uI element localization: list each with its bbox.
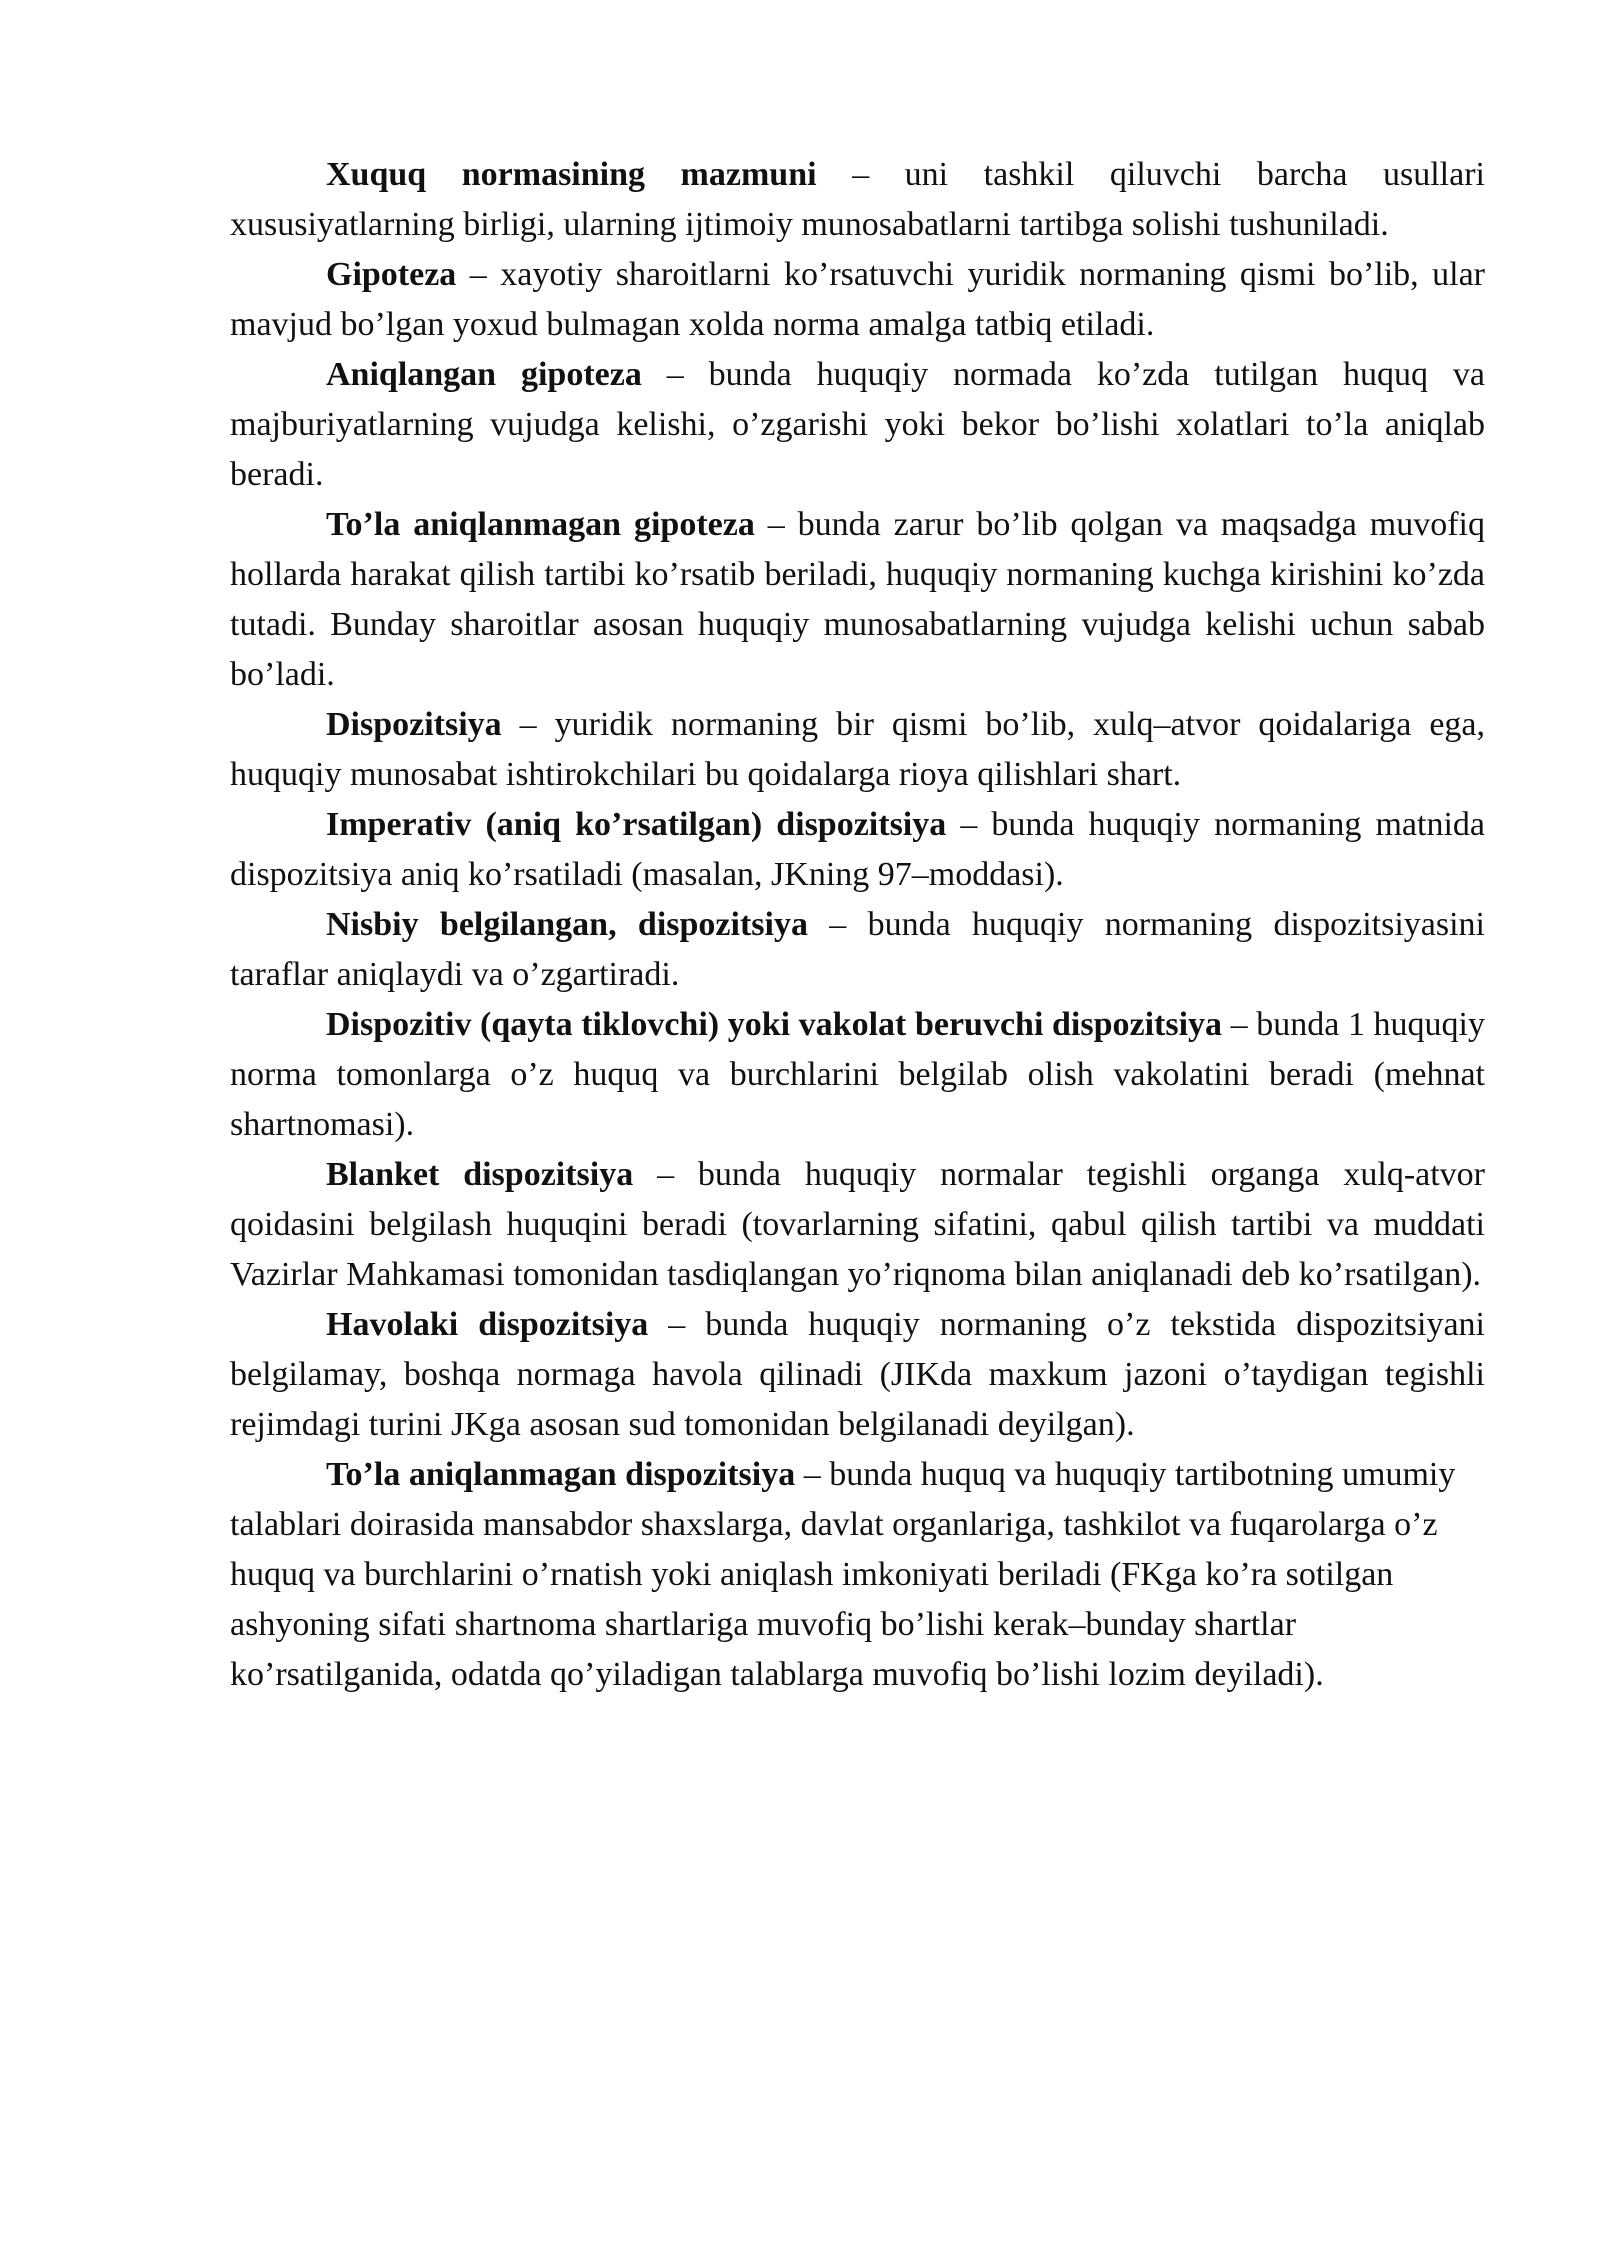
term-aniqlangan-gipoteza: Aniqlangan gipoteza — [326, 356, 642, 393]
definition-xuquq-normasining-mazmuni: – uni tashkil qiluvchi barcha usullari xususiyatlarning birligi, ularning ijtimoiy munosabatlarni tartibga solishi tushuniladi. — [230, 156, 1485, 243]
definition-nisbiy-belgilangan-dispozitsiya: – bunda huquqiy normaning dispozitsiyasini taraflar aniqlaydi va o’zgartiradi. — [230, 906, 1486, 993]
paragraph-blanket-dispozitsiya — [230, 1150, 1485, 1300]
term-blanket-dispozitsiya: Blanket dispozitsiya — [326, 1156, 634, 1193]
paragraph-tola-aniqlanmagan-dispozitsiya — [230, 1450, 1485, 1700]
definition-tola-aniqlanmagan-dispozitsiya: – bunda huquq va huquqiy tartibotning umumiy talablari doirasida mansabdor shaxslarga, davlat organlariga, tashkilot va fuqarolarga o’z huquq va burchlarini o’rnatish yoki aniqlash imkoniyati beriladi (FKga ko’ra sotilgan ashyoning sifati shartnoma shartlariga muvofiq bo’lishi kerak–bunday shartlar ko’rsatilganida, odatda qo’yiladigan talablarga muvofiq bo’lishi lozim deyiladi). — [230, 1456, 1456, 1693]
term-imperativ-dispozitsiya: Imperativ (aniq ko’rsatilgan) dispozitsiya — [326, 806, 947, 843]
term-dispozitsiya: Dispozitsiya — [326, 706, 502, 743]
definition-gipoteza: – xayotiy sharoitlarni ko’rsatuvchi yuridik normaning qismi bo’lib, ular mavjud bo’lgan yoxud bulmagan xolda norma amalga tatbiq etiladi. — [230, 256, 1485, 343]
definition-dispozitsiya: – yuridik normaning bir qismi bo’lib, xulq–atvor qoidalariga ega, huquqiy munosabat ishtirokchilari bu qoidalarga rioya qilishlari shart. — [230, 706, 1485, 793]
definition-aniqlangan-gipoteza: – bunda huquqiy normada ko’zda tutilgan huquq va majburiyatlarning vujudga kelishi, o’zgarishi yoki bekor bo’lishi xolatlari to’la aniqlab beradi. — [230, 356, 1485, 493]
term-tola-aniqlanmagan-dispozitsiya: To’la aniqlanmagan dispozitsiya — [326, 1456, 796, 1493]
paragraph-xuquq-normasining-mazmuni — [230, 150, 1485, 250]
definition-blanket-dispozitsiya: – bunda huquqiy normalar tegishli organga xulq-atvor qoidasini belgilash huquqini beradi (tovarlarning sifatini, qabul qilish tartibi va muddati Vazirlar Mahkamasi tomonidan tasdiqlangan yo’riqnoma bilan aniqlanadi deb ko’rsatilgan). — [230, 1156, 1485, 1293]
term-gipoteza: Gipoteza — [326, 256, 457, 293]
paragraph-tola-aniqlanmagan-gipoteza — [230, 500, 1485, 700]
paragraph-aniqlangan-gipoteza — [230, 350, 1485, 500]
definition-imperativ-dispozitsiya: – bunda huquqiy normaning matnida dispozitsiya aniq ko’rsatiladi (masalan, JKning 97–moddasi). — [230, 806, 1485, 893]
definition-havolaki-dispozitsiya: – bunda huquqiy normaning o’z tekstida dispozitsiyani belgilamay, boshqa normaga havola qilinadi (JIKda maxkum jazoni o’taydigan tegishli rejimdagi turini JKga asosan sud tomonidan belgilanadi deyilgan). — [230, 1306, 1485, 1443]
definition-tola-aniqlanmagan-gipoteza: – bunda zarur bo’lib qolgan va maqsadga muvofiq hollarda harakat qilish tartibi ko’rsatib beriladi, huquqiy normaning kuchga kirishini ko’zda tutadi. Bunday sharoitlar asosan huquqiy munosabatlarning vujudga kelishi uchun sabab bo’ladi. — [230, 506, 1485, 693]
term-dispozitiv-dispozitsiya: Dispozitiv (qayta tiklovchi) yoki vakolat beruvchi dispozitsiya — [326, 1006, 1223, 1043]
definition-dispozitiv-dispozitsiya: – bunda 1 huquqiy norma tomonlarga o’z huquq va burchlarini belgilab olish vakolatini beradi (mehnat shartnomasi). — [230, 1006, 1486, 1143]
paragraph-gipoteza — [230, 250, 1485, 350]
term-nisbiy-belgilangan-dispozitsiya: Nisbiy belgilangan, dispozitsiya — [326, 906, 808, 943]
term-xuquq-normasining-mazmuni: Xuquq normasining mazmuni — [326, 156, 817, 193]
paragraph-dispozitiv-dispozitsiya — [230, 1000, 1485, 1150]
paragraph-nisbiy-belgilangan-dispozitsiya — [230, 900, 1485, 1000]
term-havolaki-dispozitsiya: Havolaki dispozitsiya — [326, 1306, 649, 1343]
term-tola-aniqlanmagan-gipoteza: To’la aniqlanmagan gipoteza — [326, 506, 755, 543]
document-page — [230, 150, 1485, 1700]
paragraph-dispozitsiya — [230, 700, 1485, 800]
paragraph-imperativ-dispozitsiya — [230, 800, 1485, 900]
paragraph-havolaki-dispozitsiya — [230, 1300, 1485, 1450]
